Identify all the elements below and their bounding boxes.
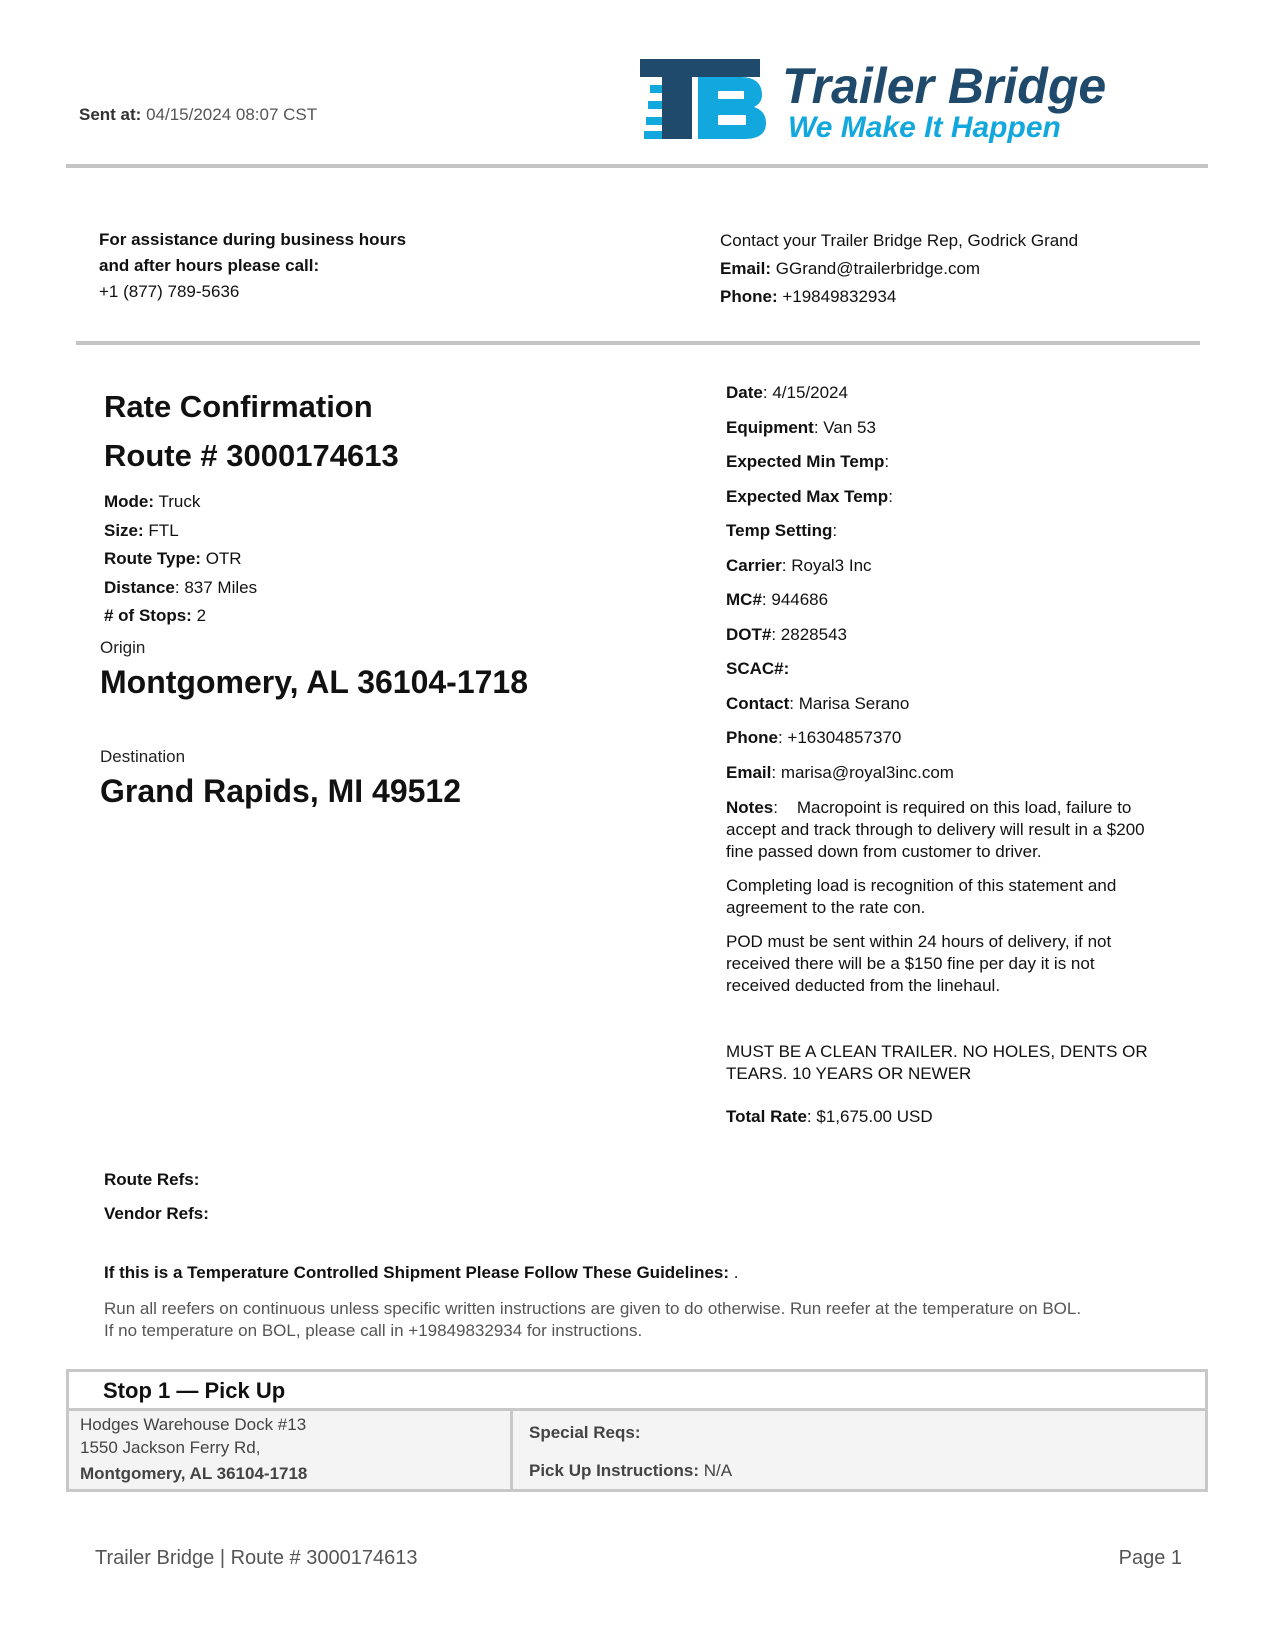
rep-email: GGrand@trailerbridge.com <box>775 259 981 278</box>
origin-label: Origin <box>100 638 146 657</box>
notes-label: Notes <box>726 798 774 817</box>
max-temp-label: Expected Max Temp <box>726 486 889 506</box>
doc-title: Rate Confirmation <box>104 389 373 424</box>
stops-label: # of Stops: <box>104 606 192 625</box>
load-meta: Mode: Truck Size: FTL Route Type: OTR Distance: 837 Miles # of Stops: 2 <box>104 492 258 625</box>
total-rate-value: $1,675.00 USD <box>816 1107 933 1126</box>
carrier-phone-label: Phone <box>726 728 778 747</box>
temperature-heading <box>104 1263 739 1283</box>
temp-setting-label: Temp Setting <box>726 521 833 540</box>
tb-monogram-icon <box>640 59 766 139</box>
stop-1-title: Stop 1 — Pick Up <box>103 1378 286 1403</box>
stop-1-table <box>66 1369 1208 1492</box>
scac-label: SCAC#: <box>726 659 790 678</box>
stop-1-requirements <box>513 1411 1205 1489</box>
carrier-email-value: marisa@royal3inc.com <box>780 762 954 782</box>
stop-1-street: 1550 Jackson Ferry Rd, <box>80 1438 261 1457</box>
temperature-line-2: If no temperature on BOL, please call in +19849832934 for instructions. <box>104 1321 643 1340</box>
logo-name: Trailer Bridge <box>782 58 1107 114</box>
stop-1-location-name: Hodges Warehouse Dock #13 <box>80 1415 307 1434</box>
distance-label: Distance <box>104 577 175 597</box>
trailer-bridge-logo <box>640 55 1200 150</box>
carrier-value: Royal3 Inc <box>791 555 872 575</box>
special-reqs-label: Special Reqs: <box>529 1423 641 1442</box>
rep-block <box>720 227 1078 311</box>
rep-phone: +19849832934 <box>782 287 897 306</box>
vendor-refs-label: Vendor Refs: <box>104 1204 209 1223</box>
size-label: Size: <box>104 520 144 540</box>
temperature-heading-tail: . <box>733 1263 739 1282</box>
route-refs-label: Route Refs: <box>104 1170 200 1189</box>
equipment-value: Van 53 <box>823 417 876 437</box>
contact-value: Marisa Serano <box>798 693 910 713</box>
sent-at <box>79 105 317 125</box>
doc-title-block <box>104 382 399 480</box>
assist-phone: +1 (877) 789-5636 <box>99 282 240 301</box>
rep-contact: Contact your Trailer Bridge Rep, Godrick Grand <box>720 231 1079 250</box>
note-macropoint: Macropoint is required on this load, failure to accept and track through to delivery will result in a $200 fine passed down from customer to driver. <box>726 798 1145 861</box>
carrier-email-label: Email <box>726 762 772 782</box>
sent-at-label: Sent at: <box>79 105 142 124</box>
sent-at-value: 04/15/2024 08:07 CST <box>146 105 318 124</box>
total-rate-label: Total Rate <box>726 1107 807 1126</box>
pickup-instructions-value: N/A <box>703 1461 733 1480</box>
logo-tagline: We Make It Happen <box>788 111 1061 144</box>
stop-1-address <box>69 1411 513 1489</box>
temperature-line-1: Run all reefers on continuous unless specific written instructions are given to do otherwise. Run reefer at the temperature on BOL. <box>104 1299 1082 1318</box>
stop-1-header <box>69 1372 1205 1411</box>
note-agreement: Completing load is recognition of this statement and agreement to the rate con. <box>726 876 1117 917</box>
date-label: Date <box>726 383 763 402</box>
destination-city: Grand Rapids, MI 49512 <box>100 773 462 809</box>
note-pod: POD must be sent within 24 hours of delivery, if not received there will be a $150 fine per day it is not received deducted from the linehaul. <box>726 932 1112 995</box>
carrier-details: Date: 4/15/2024 Equipment: Van 53 Expected Min Temp: Expected Max Temp: Temp Setting: Carrier: Royal3 Inc MC#: 944686 DOT#: 2828543 SCAC#: Contact: Marisa Serano Phone: +16304857370 Email: marisa@royal3inc.com Notes: Macropoint is required on this load, failure to accept and track through to delivery will result in a $200 fine passed down from customer to driver. Completing load is recognition of this statement and agreement to the rate con. POD must be sent within 24 hours of delivery, if not received there will be a $150 fine per day it is not received deducted from the linehaul. MUST BE A CLEAN TRAILER. NO HOLES, DENTS OR TEARS. 10 YEARS OR NEWER Total Rate: $1,675.00 USD <box>726 383 1156 1127</box>
stop-1-city: Montgomery, AL 36104-1718 <box>80 1464 308 1483</box>
destination-label: Destination <box>100 747 186 766</box>
temperature-heading-text: If this is a Temperature Controlled Shipment Please Follow These Guidelines: <box>104 1263 730 1282</box>
section-divider <box>76 341 1200 345</box>
route-number: Route # 3000174613 <box>104 438 399 473</box>
mode-value: Truck <box>158 492 201 511</box>
equipment-label: Equipment <box>726 417 814 437</box>
footer-page-number: Page 1 <box>1118 1547 1182 1569</box>
footer-route: Trailer Bridge | Route # 3000174613 <box>95 1547 418 1569</box>
rep-email-label: Email: <box>720 259 772 278</box>
dot-label: DOT# <box>726 624 772 644</box>
date-value: 4/15/2024 <box>772 383 848 402</box>
rep-phone-label: Phone: <box>720 287 778 306</box>
carrier-label: Carrier <box>726 555 782 575</box>
refs-block <box>104 1163 209 1231</box>
mc-label: MC# <box>726 590 762 609</box>
temperature-guidelines <box>104 1298 1184 1342</box>
min-temp-label: Expected Min Temp <box>726 452 885 471</box>
carrier-phone-value: +16304857370 <box>787 728 902 747</box>
assistance-block <box>99 227 406 305</box>
stops-value: 2 <box>196 606 207 625</box>
mc-value: 944686 <box>771 590 829 609</box>
note-trailer-requirements: MUST BE A CLEAN TRAILER. NO HOLES, DENTS OR TEARS. 10 YEARS OR NEWER <box>726 1042 1148 1083</box>
header-divider <box>66 164 1208 168</box>
origin-city: Montgomery, AL 36104-1718 <box>100 664 529 700</box>
route-type-label: Route Type: <box>104 549 201 568</box>
assist-line-1: For assistance during business hours <box>99 230 407 249</box>
size-value: FTL <box>148 520 179 540</box>
contact-label: Contact <box>726 693 790 713</box>
distance-value: 837 Miles <box>184 577 258 597</box>
dot-value: 2828543 <box>780 624 847 644</box>
mode-label: Mode: <box>104 492 155 511</box>
route-type-value: OTR <box>205 549 242 568</box>
assist-line-2: and after hours please call: <box>99 256 320 275</box>
pickup-instructions-label: Pick Up Instructions: <box>529 1461 700 1480</box>
